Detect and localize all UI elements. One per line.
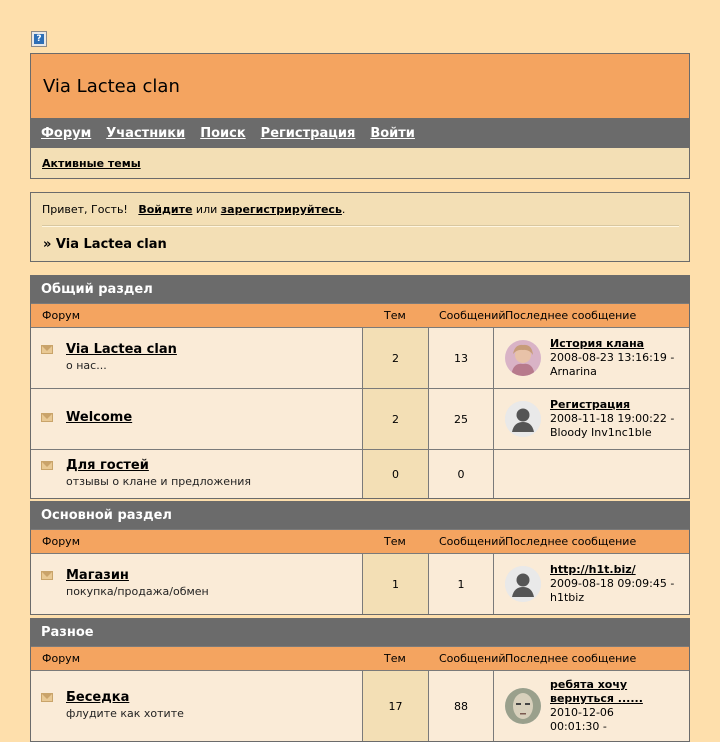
board-header xyxy=(30,53,690,179)
forum-row xyxy=(31,450,689,498)
topics-count: 2 xyxy=(362,389,428,449)
register-link[interactable]: зарегистрируйтесь xyxy=(220,203,342,216)
period-text: . xyxy=(341,203,346,216)
column-header-last: Последнее сообщение xyxy=(505,309,637,322)
login-link[interactable]: Войдите xyxy=(138,203,193,216)
greeting-line xyxy=(42,203,345,216)
last-post-author[interactable]: h1tbiz xyxy=(550,591,585,604)
forum-cell xyxy=(31,389,362,449)
guest-info-panel xyxy=(30,192,690,262)
forum-cell xyxy=(31,328,362,388)
last-post-cell xyxy=(493,671,689,741)
last-post-date: 2009-08-18 09:09:45 - xyxy=(550,577,675,590)
forum-cell xyxy=(31,671,362,741)
last-post-link[interactable]: ребята хочу вернуться ...... xyxy=(550,678,643,705)
forum-cell xyxy=(31,554,362,614)
forum-description: о нас... xyxy=(66,359,107,372)
nav-search-link[interactable]: Поиск xyxy=(200,126,246,141)
last-post-info xyxy=(550,337,690,379)
column-header-forum: Форум xyxy=(42,309,80,322)
topics-count: 1 xyxy=(362,554,428,614)
nav-forum-link[interactable]: Форум xyxy=(41,126,92,141)
forum-category xyxy=(30,501,690,615)
last-post-cell xyxy=(493,450,689,498)
last-post-cell xyxy=(493,328,689,388)
column-header-posts: Сообщений xyxy=(439,309,506,322)
column-header-topics: Тем xyxy=(384,535,406,548)
forum-row xyxy=(31,389,689,450)
forum-category xyxy=(30,275,690,499)
user-avatar[interactable] xyxy=(505,566,541,602)
nav-register-link[interactable]: Регистрация xyxy=(260,126,356,141)
user-avatar[interactable] xyxy=(505,340,541,376)
or-text: или xyxy=(195,203,218,216)
posts-count: 13 xyxy=(428,328,493,388)
column-headers xyxy=(31,529,689,554)
column-header-last: Последнее сообщение xyxy=(505,535,637,548)
last-post-cell xyxy=(493,389,689,449)
column-header-posts: Сообщений xyxy=(439,652,506,665)
topics-count: 0 xyxy=(362,450,428,498)
forum-row xyxy=(31,328,689,389)
posts-count: 0 xyxy=(428,450,493,498)
category-title: Основной раздел xyxy=(31,502,689,529)
divider xyxy=(42,225,679,227)
forum-link[interactable]: Беседка xyxy=(66,690,130,705)
column-header-forum: Форум xyxy=(42,652,80,665)
help-button[interactable] xyxy=(31,31,47,47)
forum-link[interactable]: Для гостей xyxy=(66,458,149,473)
forum-envelope-icon xyxy=(41,345,53,354)
last-post-cell xyxy=(493,554,689,614)
user-avatar[interactable] xyxy=(505,401,541,437)
forum-envelope-icon xyxy=(41,693,53,702)
column-header-posts: Сообщений xyxy=(439,535,506,548)
forum-description: флудите как хотите xyxy=(66,707,184,720)
last-post-info xyxy=(550,563,690,605)
forum-row xyxy=(31,671,689,741)
greeting-text: Привет, Гость! xyxy=(42,203,128,216)
column-header-forum: Форум xyxy=(42,535,80,548)
column-headers xyxy=(31,646,689,671)
forum-envelope-icon xyxy=(41,413,53,422)
forum-link[interactable]: Магазин xyxy=(66,568,129,583)
main-nav xyxy=(31,119,689,148)
last-post-author[interactable]: Bloody Inv1nc1ble xyxy=(550,426,652,439)
last-post-info xyxy=(550,398,690,440)
last-post-link[interactable]: http://h1t.biz/ xyxy=(550,563,636,576)
column-header-topics: Тем xyxy=(384,309,406,322)
posts-count: 88 xyxy=(428,671,493,741)
last-post-date: 2008-11-18 19:00:22 - xyxy=(550,412,675,425)
last-post-date: 2008-08-23 13:16:19 - xyxy=(550,351,675,364)
last-post-info xyxy=(550,678,650,734)
topics-count: 2 xyxy=(362,328,428,388)
column-header-topics: Тем xyxy=(384,652,406,665)
breadcrumb: » Via Lactea clan xyxy=(43,237,167,252)
forum-description: отзывы о клане и предложения xyxy=(66,475,252,488)
category-title: Общий раздел xyxy=(31,276,689,303)
forum-envelope-icon xyxy=(41,461,53,470)
nav-login-link[interactable]: Войти xyxy=(370,126,415,141)
last-post-link[interactable]: Регистрация xyxy=(550,398,631,411)
forum-description: покупка/продажа/обмен xyxy=(66,585,209,598)
posts-count: 1 xyxy=(428,554,493,614)
user-avatar[interactable] xyxy=(505,688,541,724)
forum-link[interactable]: Welcome xyxy=(66,410,133,425)
forum-category xyxy=(30,618,690,742)
active-topics-link[interactable]: Активные темы xyxy=(42,157,141,170)
nav-members-link[interactable]: Участники xyxy=(106,126,186,141)
last-post-link[interactable]: История клана xyxy=(550,337,645,350)
forum-envelope-icon xyxy=(41,571,53,580)
posts-count: 25 xyxy=(428,389,493,449)
forum-cell xyxy=(31,450,362,498)
forum-link[interactable]: Via Lactea clan xyxy=(66,342,177,357)
forum-row xyxy=(31,554,689,614)
last-post-author[interactable]: Arnarina xyxy=(550,365,597,378)
topics-count: 17 xyxy=(362,671,428,741)
board-title: Via Lactea clan xyxy=(31,54,689,119)
last-post-date: 2010-12-06 00:01:30 - xyxy=(550,706,614,733)
question-mark-icon: ? xyxy=(34,34,44,44)
category-title: Разное xyxy=(31,619,689,646)
column-header-last: Последнее сообщение xyxy=(505,652,637,665)
column-headers xyxy=(31,303,689,328)
